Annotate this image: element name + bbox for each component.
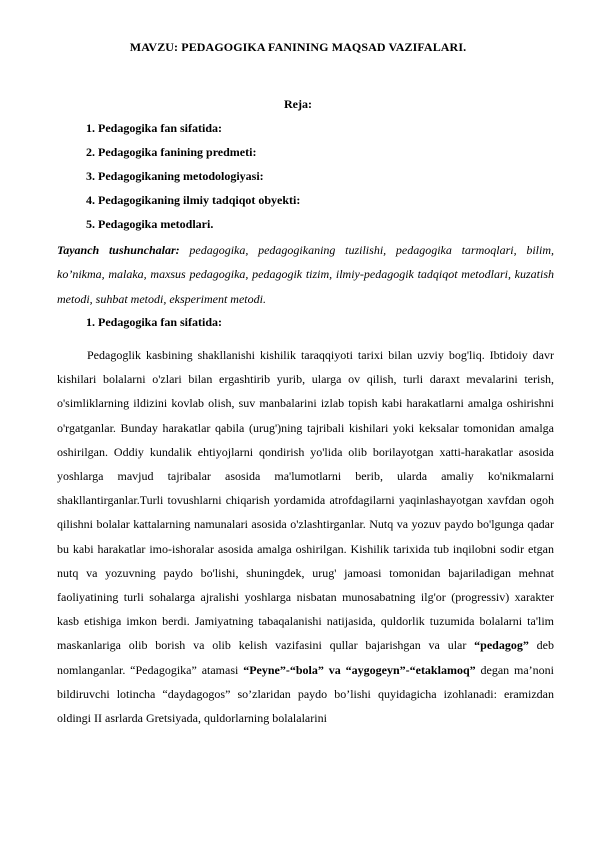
plan-item: 3. Pedagogikaning metodologiyasi:: [86, 169, 264, 183]
body-bold-etymology: “Peyne”-“bola” va “aygogeyn”-“etaklamoq”: [243, 662, 476, 677]
plan-item: 1. Pedagogika fan sifatida:: [86, 121, 223, 135]
body-text-part1: Pedagoglik kasbining shakllanishi kishilik taraqqiyoti tarixi bilan uzviy bog'liq. Ibtidoiy davr kishilari bolalarni o'zlari bilan ergashtirib yurib, ularga ov qilish, turli daraxt mevalarini terish, o'simliklarning ildizini kovlab olish, suv manbalarini izlab topish kabi harakatlarni amalga oshirishni o'rgatganlar. Bunday harakatlar qabila (urug')ning tajribali kishilari yoki keksalar tomonidan amalga oshirilgan. Oddiy kundalik ehtiyojlarni qondirish yo'lida olib borilayotgan xatti-harakatlar asosida yoshlarga mavjud tajribalar asosida ma'lumotlarni berib, ularda amaliy ko'nikmalarni shakllantirganlar.Turli tovushlarni chiqarish yordamida atrofdagilarni yaqinlashayotgan xavfdan ogoh qilishni bolalar kattalarning namunalari asosida o'zlashtirganlar. Nutq va yozuv paydo bo'lgunga qadar bu kabi harakatlar imo-ishoralar asosida amalga oshirilgan. Kishilik tarixida tub inqilobni sodir etgan nutq va yozuvning paydo bo'lishi, shuningdek, urug' jamoasi tomonidan bajariladigan mehnat faoliyatining turli sohalarga ajralishi yoshlarga nisbatan munosabatning ilg'or (progressiv) xarakter kasb etishiga imkon berdi. Jamiyatning tabaqalanishi natijasida, quldorlik tuzumida bolalarni ta'lim maskanlariga olib borish va olib kelish vazifasini qullar bajarishgan va ular: [57, 348, 554, 653]
section-heading: 1. Pedagogika fan sifatida:: [86, 315, 223, 329]
key-terms-paragraph: [57, 238, 554, 311]
plan-item: 4. Pedagogikaning ilmiy tadqiqot obyekti:: [86, 193, 301, 207]
key-terms-text: pedagogika, pedagogikaning tuzilishi, pedagogika tarmoqlari, bilim, ko’nikma, malaka, maxsus pedagogika, pedagogik tizim, ilmiy-pedagogik tadqiqot metodlari, kuzatish metodi, suhbat metodi, eksperiment metodi.: [57, 243, 554, 306]
body-text-part2: deb nomlanganlar. “Pedagogika” atamasi: [57, 638, 554, 677]
plan-heading: Reja:: [284, 97, 312, 111]
body-text-part3: degan ma’noni bildiruvchi lotincha “daydagogos” so’zlaridan paydo bo’lishi quyidagicha izohlanadi: eramizdan oldingi II asrlarda Gretsiyada, quldorlarning bolalalarini: [57, 662, 555, 726]
plan-list: [86, 116, 300, 236]
plan-item: 5. Pedagogika metodlari.: [86, 217, 214, 231]
body-bold-term-pedagog: “pedagog”: [474, 638, 529, 653]
plan-item: 2. Pedagogika fanining predmeti:: [86, 145, 257, 159]
key-terms-label: Tayanch tushunchalar:: [57, 243, 180, 257]
body-paragraph: [57, 343, 554, 730]
document-title: MAVZU: PEDAGOGIKA FANINING MAQSAD VAZIFALARI.: [129, 40, 467, 54]
